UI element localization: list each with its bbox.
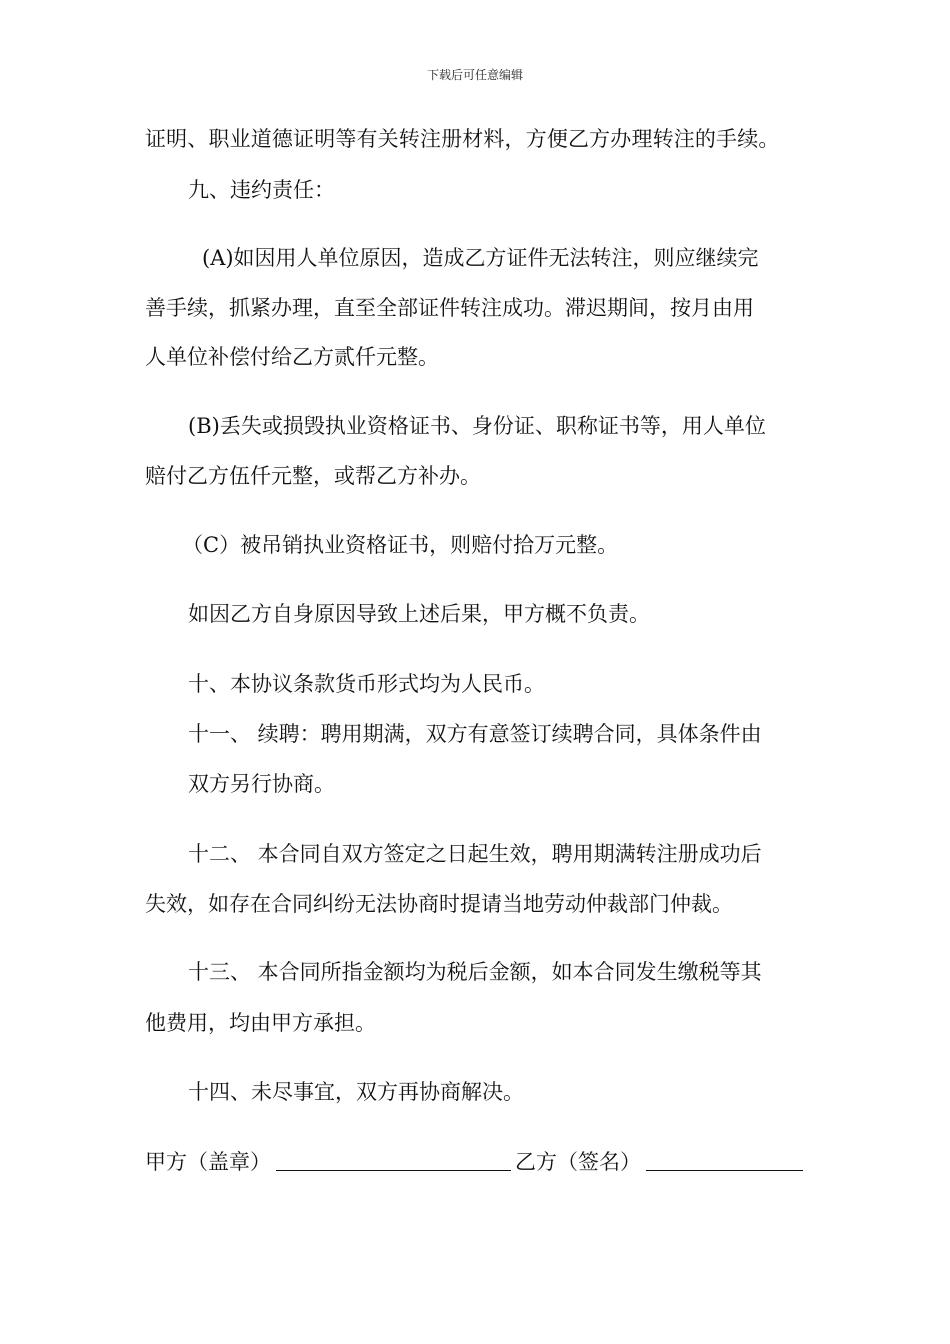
section-heading: 十、本协议条款货币形式均为人民币。: [188, 672, 545, 696]
section-heading: 十三、 本合同所指金额均为税后金额，如本合同发生缴税等其: [188, 960, 762, 984]
body-line: 双方另行协商。: [188, 772, 335, 796]
body-line: 失效，如存在合同纠纷无法协商时提请当地劳动仲裁部门仲裁。: [145, 892, 733, 916]
party-b-signature-line: [646, 1170, 803, 1171]
body-line: (B)丢失或损毁执业资格证书、身份证、职称证书等，用人单位: [188, 414, 766, 438]
body-line: 如因乙方自身原因导致上述后果，甲方概不负责。: [188, 602, 650, 626]
body-line: 善手续，抓紧办理，直至全部证件转注成功。滞迟期间，按月由用: [145, 296, 754, 320]
body-line: 证明、职业道德证明等有关转注册材料，方便乙方办理转注的手续。: [145, 127, 780, 151]
party-a-label: 甲方（盖章）: [145, 1150, 271, 1174]
section-heading: 十二、 本合同自双方签定之日起生效，聘用期满转注册成功后: [188, 842, 762, 866]
body-line: 赔付乙方伍仟元整，或帮乙方补办。: [145, 464, 481, 488]
body-line: 他费用，均由甲方承担。: [145, 1011, 376, 1035]
section-heading: 九、违约责任：: [188, 178, 335, 202]
party-b-label: 乙方（签名）: [515, 1150, 641, 1174]
section-heading: 十一、 续聘：聘用期满，双方有意签订续聘合同，具体条件由: [188, 722, 762, 746]
section-heading: 十四、未尽事宜，双方再协商解决。: [188, 1080, 524, 1104]
body-line: 人单位补偿付给乙方贰仟元整。: [145, 345, 439, 369]
body-line: (A)如因用人单位原因，造成乙方证件无法转注，则应继续完: [202, 246, 759, 270]
page-header: 下载后可任意编辑: [426, 68, 523, 82]
party-a-signature-line: [276, 1170, 511, 1171]
body-line: （C）被吊销执业资格证书，则赔付拾万元整。: [182, 533, 619, 557]
